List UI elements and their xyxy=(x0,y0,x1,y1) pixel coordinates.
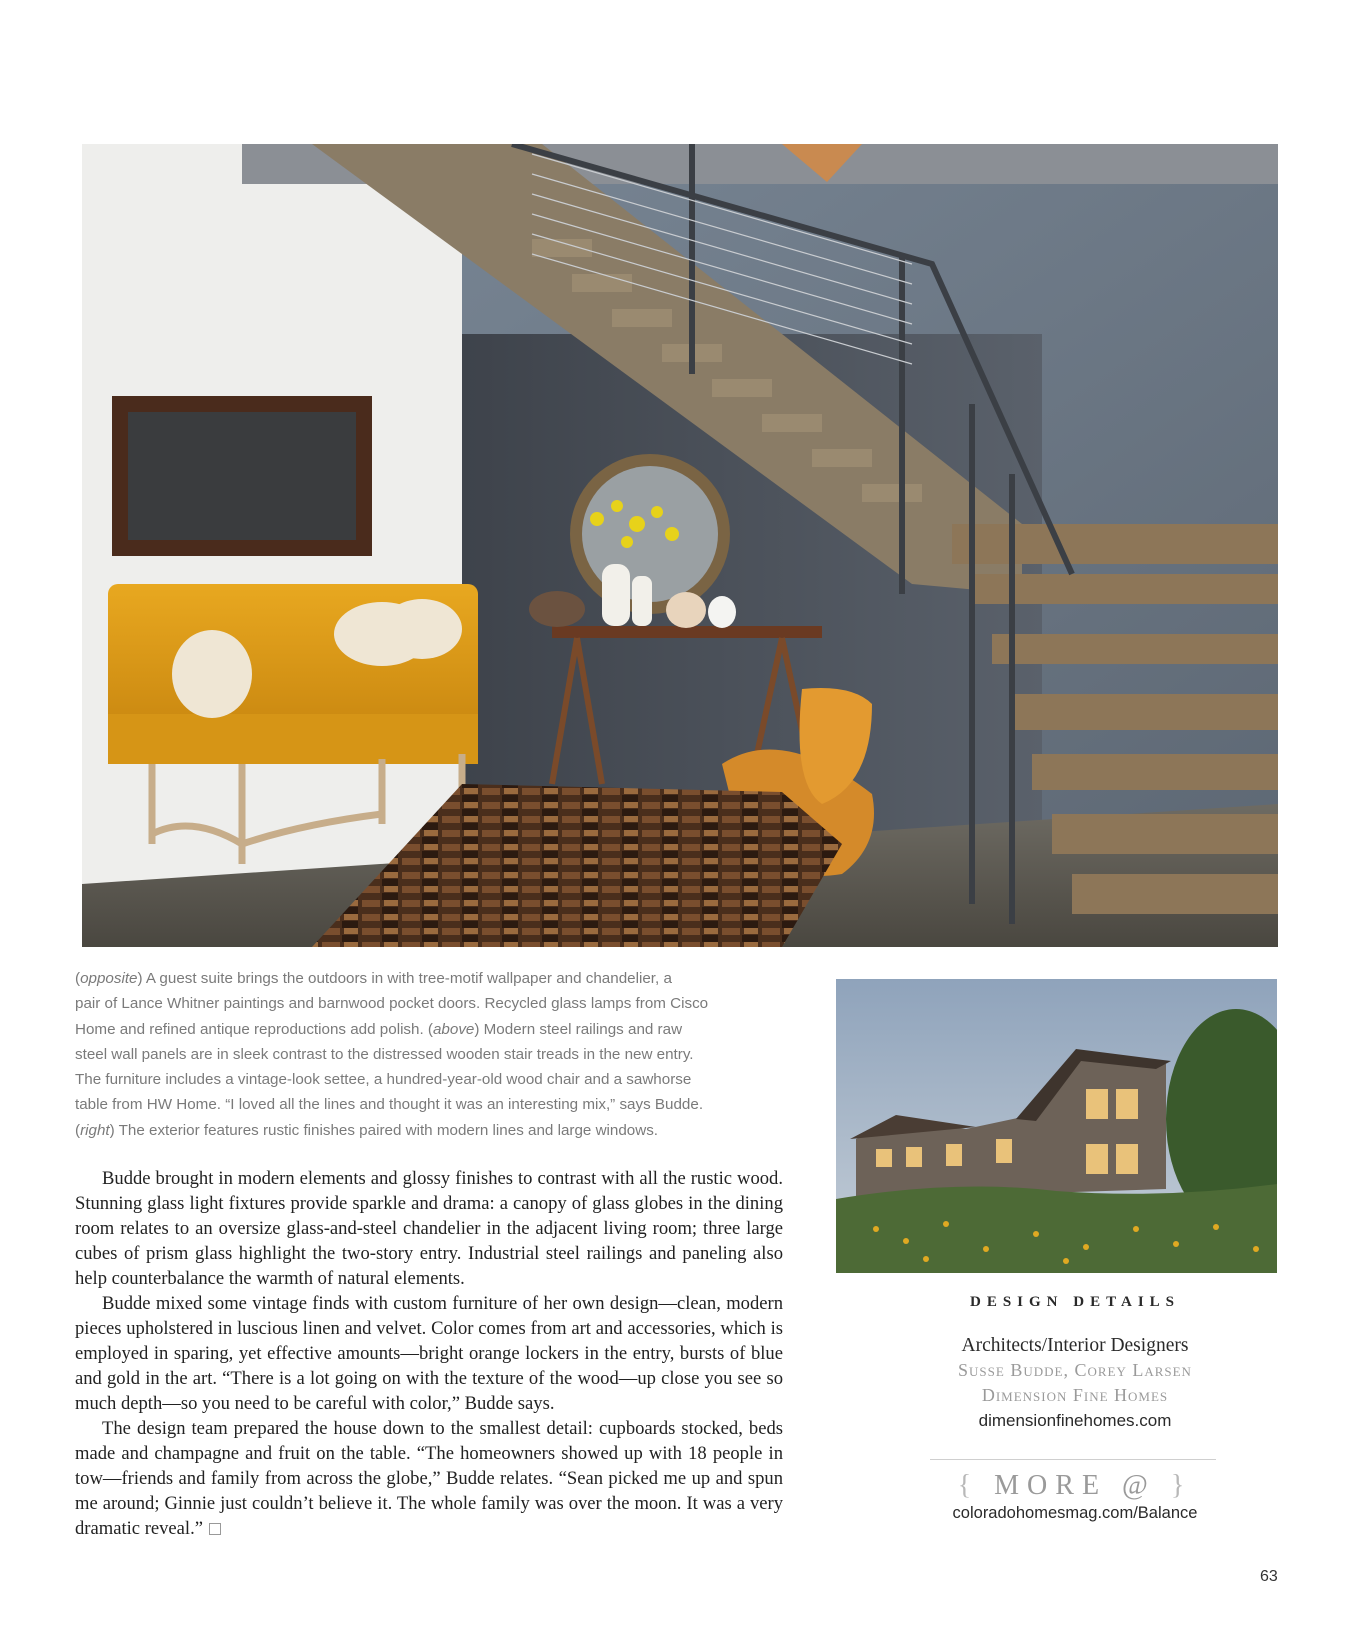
caption-line: Home and refined antique reproductions add polish. (above) Modern steel railings and raw xyxy=(75,1020,683,1038)
caption-line: pair of Lance Whitner paintings and barnwood pocket doors. Recycled glass lamps from Cisco xyxy=(75,995,709,1013)
article-body xyxy=(75,1166,783,1541)
body-paragraph: Budde brought in modern elements and glossy finishes to contrast with all the rustic wood. Stunning glass light fixtures provide sparkle and drama: a canopy of glass globes in the dining room relates to an oversize glass-and-steel chandelier in the adjacent living room; three large cubes of prism glass highlight the two-story entry. Industrial steel railings and paneling also help counterbalance the warmth of natural elements. xyxy=(75,1168,783,1289)
magazine-url-link[interactable]: coloradohomesmag.com/Balance xyxy=(952,1504,1198,1522)
photo-caption xyxy=(75,966,787,1143)
open-brace: { xyxy=(957,1470,980,1501)
exterior-photo xyxy=(836,979,1277,1273)
more-label xyxy=(900,1470,1250,1502)
body-paragraph: Budde mixed some vintage finds with custom furniture of her own design—clean, modern pieces upholstered in luscious linen and velvet. Color comes from art and accessories, which is employed in sparing, yet effective amounts—bright orange lockers in the entry, bursts of blue and gold in the art. “There is a lot going on with the texture of the wood—up close you see so much depth—so you need to be careful with color,” Budde says. xyxy=(75,1293,783,1414)
designer-role: Architects/Interior Designers xyxy=(961,1335,1189,1356)
more-text: MORE @ xyxy=(994,1470,1156,1501)
entry-photo xyxy=(82,144,1278,947)
firm-url-link[interactable]: dimensionfinehomes.com xyxy=(978,1411,1172,1430)
close-brace: } xyxy=(1170,1470,1193,1501)
divider xyxy=(930,1459,1216,1460)
caption-line: (opposite) A guest suite brings the outdoors in with tree-motif wallpaper and chandelier, a xyxy=(75,970,672,987)
caption-line: table from HW Home. “I loved all the lines and thought it was an interesting mix,” says Budde. xyxy=(75,1096,704,1114)
end-mark-icon xyxy=(209,1523,221,1535)
caption-line: The furniture includes a vintage-look settee, a hundred-year-old wood chair and a sawhorse xyxy=(75,1071,692,1089)
more-online xyxy=(900,1470,1250,1523)
design-details xyxy=(900,1294,1250,1433)
firm-name: Dimension Fine Homes xyxy=(981,1385,1169,1405)
page-number: 63 xyxy=(1260,1568,1278,1585)
designer-names: Susse Budde, Corey Larsen xyxy=(958,1360,1192,1380)
design-details-title: DESIGN DETAILS xyxy=(969,1294,1180,1310)
body-paragraph: The design team prepared the house down to the smallest detail: cupboards stocked, beds made and champagne and fruit on the table. “The homeowners showed up with 18 people in tow—friends and family from across the globe,” Budde relates. “Sean picked me up and spun me around; Ginnie just couldn’t believe it. The whole family was over the moon. It was a very dramatic reveal.” xyxy=(75,1418,783,1539)
caption-line: steel wall panels are in sleek contrast to the distressed wooden stair treads in the new entry. xyxy=(75,1045,694,1063)
caption-line: (right) The exterior features rustic finishes paired with modern lines and large windows. xyxy=(75,1121,659,1139)
